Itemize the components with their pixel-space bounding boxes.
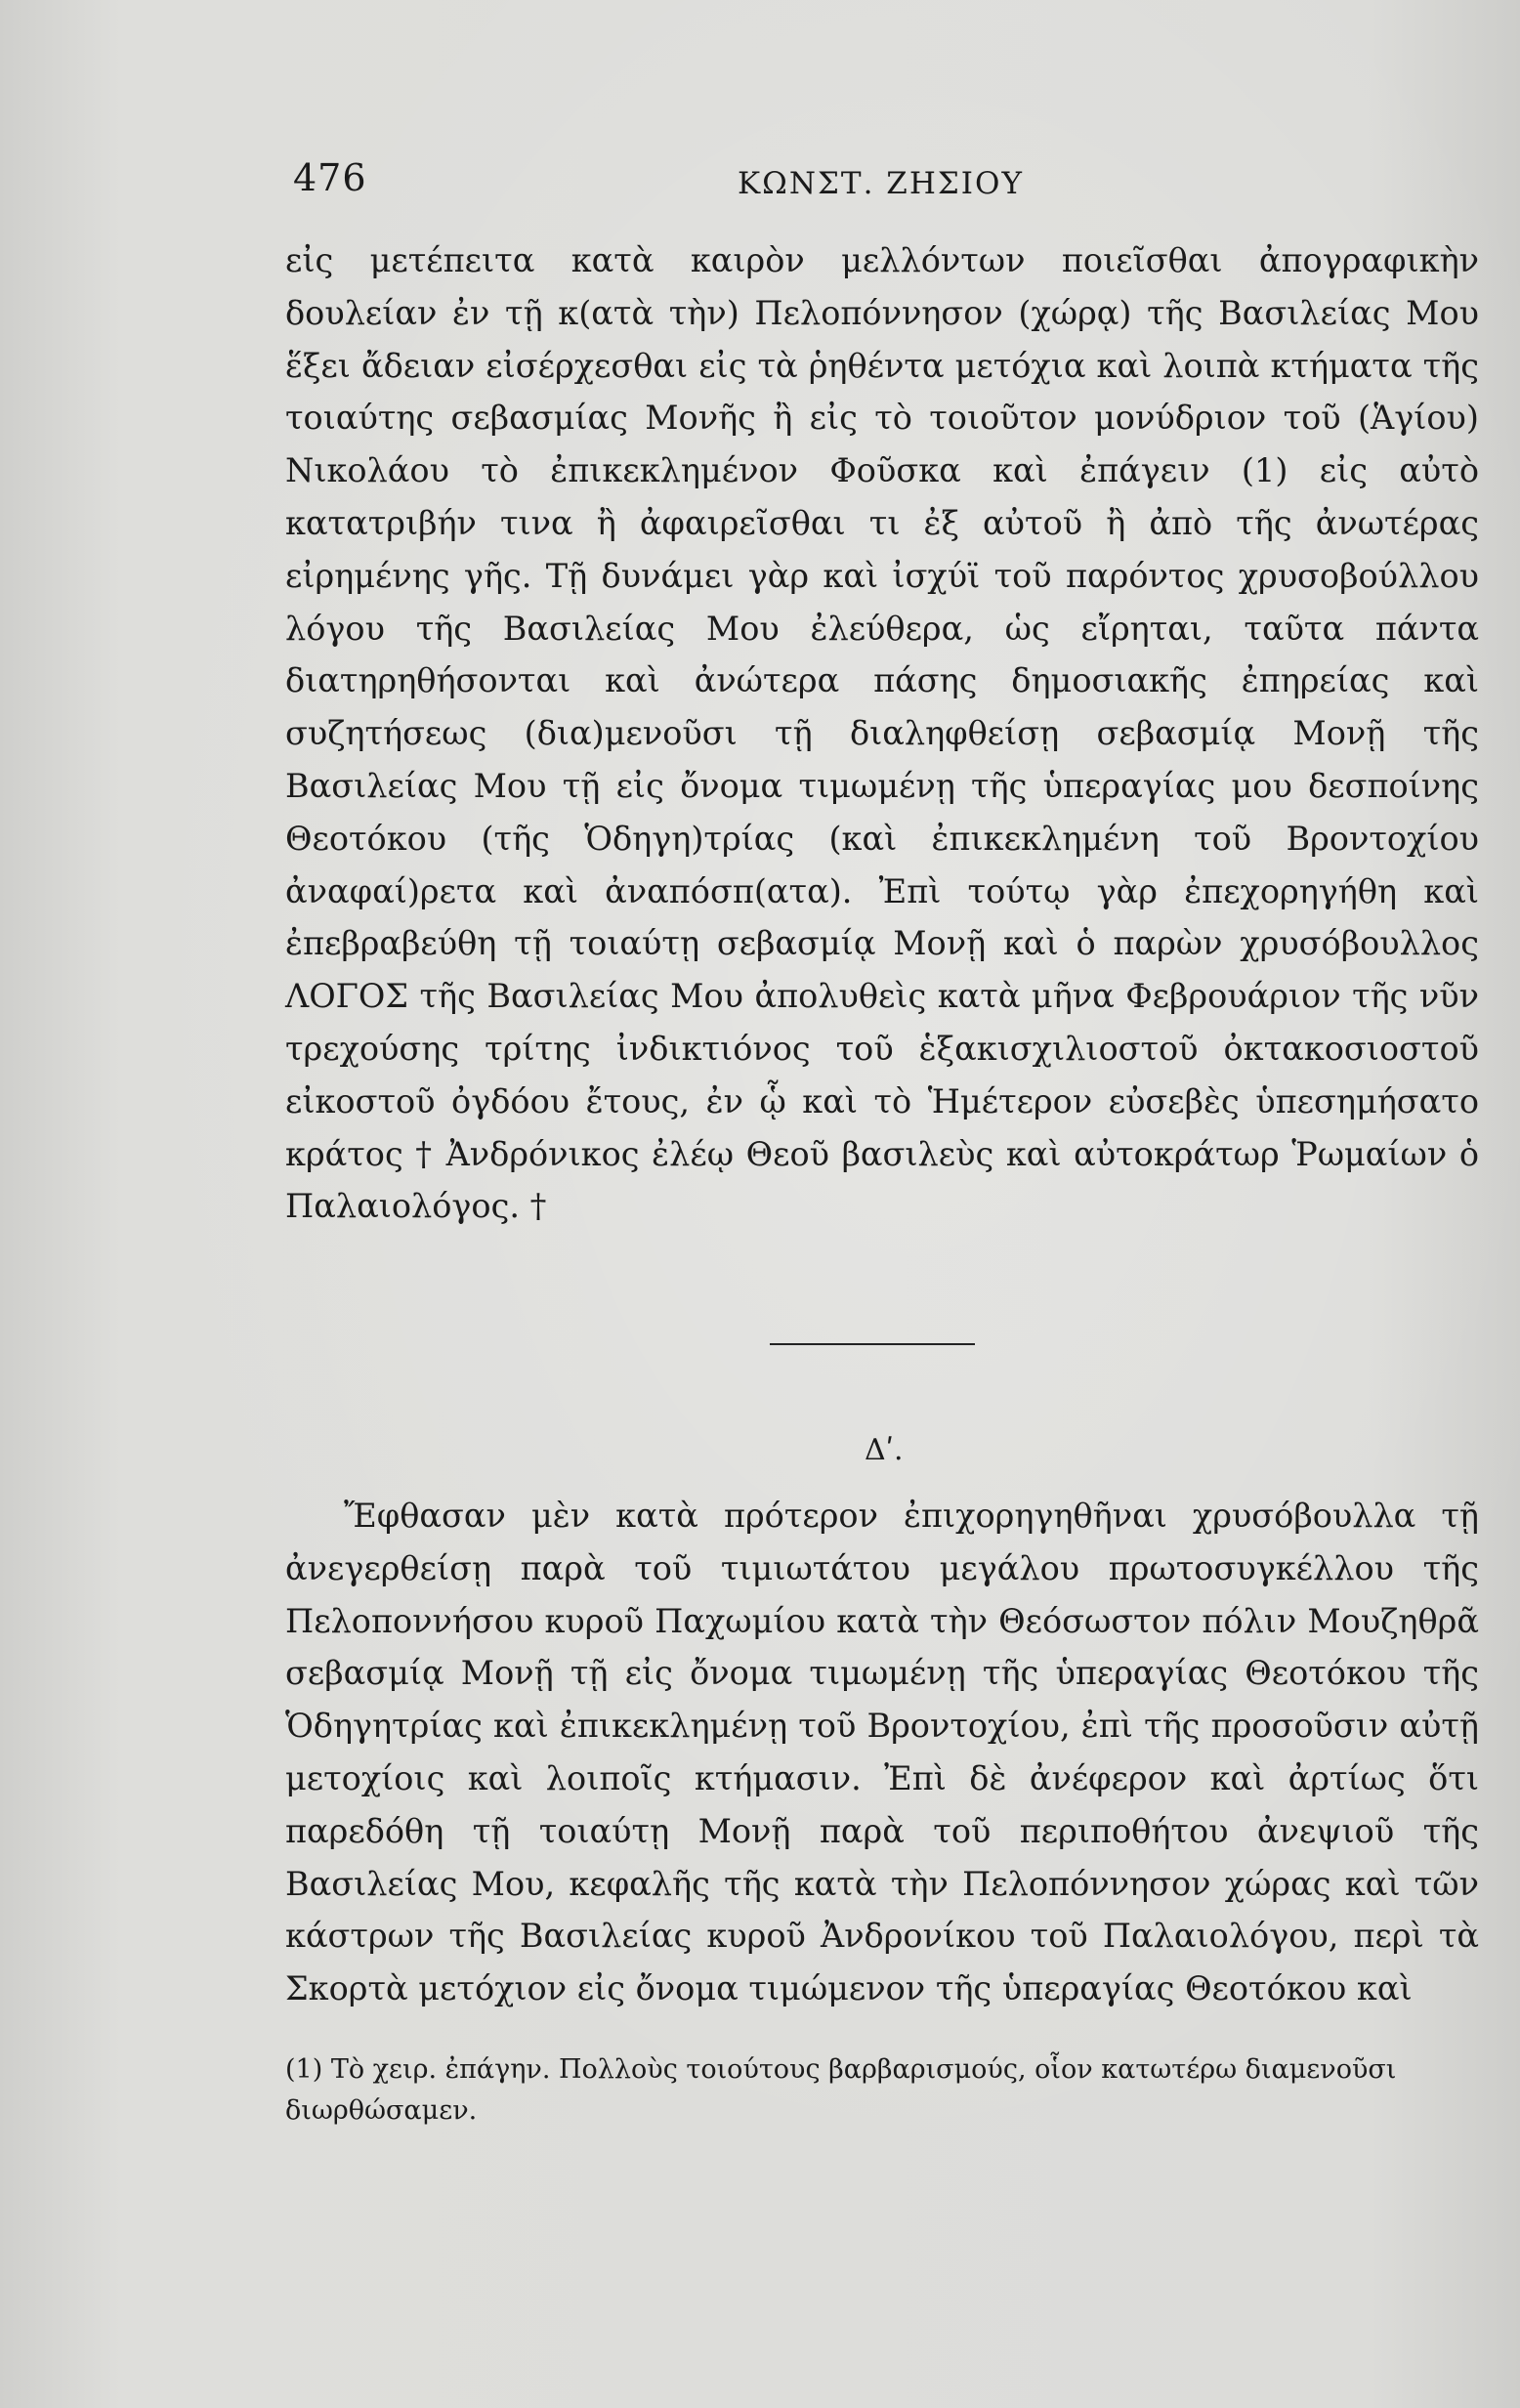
footnote: (1) Τὸ χειρ. ἐπάγην. Πολλοὺς τοιούτους βαρβαρισμούς, οἷον κατωτέρω διαμενοῦσι διωρθώσαμεν.	[285, 2054, 1397, 2126]
paragraph-1: εἰς μετέπειτα κατὰ καιρὸν μελλόντων ποιεῖσθαι ἀπογραφικὴν δουλείαν ἐν τῇ κ(ατὰ τὴν) Πελοπόννησον (χώρᾳ) τῆς Βασιλείας Μου ἕξει ἄδειαν εἰσέρχεσθαι εἰς τὰ ῥηθέντα μετόχια καὶ λοιπὰ κτήματα τῆς τοιαύτης σεβασμίας Μονῆς ἢ εἰς τὸ τοιοῦτον μονύδριον τοῦ (Ἁγίου) Νικολάου τὸ ἐπικεκλημένον Φοῦσκα καὶ ἐπάγειν (1) εἰς αὐτὸ κατατριβήν τινα ἢ ἀφαιρεῖσθαι τι ἐξ αὐτοῦ ἢ ἀπὸ τῆς ἀνωτέρας εἰρημένης γῆς. Τῇ δυνάμει γὰρ καὶ ἰσχύϊ τοῦ παρόντος χρυσοβούλλου λόγου τῆς Βασιλείας Μου ἐλεύθερα, ὡς εἴρηται, ταῦτα πάντα διατηρηθήσονται καὶ ἀνώτερα πάσης δημοσιακῆς ἐπηρείας καὶ συζητήσεως (δια)μενοῦσι τῇ διαληφθείσῃ σεβασμίᾳ Μονῇ τῆς Βασιλείας Μου τῇ εἰς ὄνομα τιμωμένῃ τῆς ὑπεραγίας μου δεσποίνης Θεοτόκου (τῆς Ὁδηγη)τρίας (καὶ ἐπικεκλημένη τοῦ Βροντοχίου ἀναφαί)ρετα καὶ ἀναπόσπ(ατα). Ἐπὶ τούτῳ γὰρ ἐπεχορηγήθη καὶ ἐπεβραβεύθη τῇ τοιαύτῃ σεβασμίᾳ Μονῇ καὶ ὁ παρὼν χρυσόβουλλος ΛΟΓΟΣ τῆς Βασιλείας Μου ἀπολυθεὶς κατὰ μῆνα Φεβρουάριον τῆς νῦν τρεχούσης τρίτης ἰνδικτιόνος τοῦ ἑξακισχιλιοστοῦ ὀκτακοσιοστοῦ εἰκοστοῦ ὀγδόου ἔτους, ἐν ᾧ καὶ τὸ Ἡμέτερον εὐσεβὲς ὑπεσημήσατο κράτος † Ἀνδρόνικος ἐλέῳ Θεοῦ βασιλεὺς καὶ αὐτοκράτωρ Ῥωμαίων ὁ Παλαιολόγος. †	[285, 241, 1479, 1226]
section-divider	[770, 1343, 975, 1345]
page-header	[0, 156, 1520, 215]
section-mark: Δʹ.	[865, 1433, 904, 1467]
second-text-block	[285, 1490, 1479, 2015]
running-head: ΚΩΝΣΤ. ΖΗΣΙΟΥ	[738, 166, 1024, 201]
page-number: 476	[293, 156, 367, 199]
main-text-block	[285, 234, 1479, 1233]
paragraph-2: Ἔφθασαν μὲν κατὰ πρότερον ἐπιχορηγηθῆναι χρυσόβουλλα τῇ ἀνεγερθείσῃ παρὰ τοῦ τιμιωτάτου μεγάλου πρωτοσυγκέλλου τῆς Πελοποννήσου κυροῦ Παχωμίου κατὰ τὴν Θεόσωστον πόλιν Μουζηθρᾶ σεβασμίᾳ Μονῇ τῇ εἰς ὄνομα τιμωμένῃ τῆς ὑπεραγίας Θεοτόκου τῆς Ὁδηγητρίας καὶ ἐπικεκλημένῃ τοῦ Βροντοχίου, ἐπὶ τῆς προσοῦσιν αὐτῇ μετοχίοις καὶ λοιποῖς κτήμασιν. Ἐπὶ δὲ ἀνέφερον καὶ ἀρτίως ὅτι παρεδόθη τῇ τοιαύτῃ Μονῇ παρὰ τοῦ περιποθήτου ἀνεψιοῦ τῆς Βασιλείας Μου, κεφαλῆς τῆς κατὰ τὴν Πελοπόννησον χώρας καὶ τῶν κάστρων τῆς Βασιλείας κυροῦ Ἀνδρονίκου τοῦ Παλαιολόγου, περὶ τὰ Σκορτὰ μετόχιον εἰς ὄνομα τιμώμενον τῆς ὑπεραγίας Θεοτόκου καὶ	[285, 1497, 1479, 2008]
